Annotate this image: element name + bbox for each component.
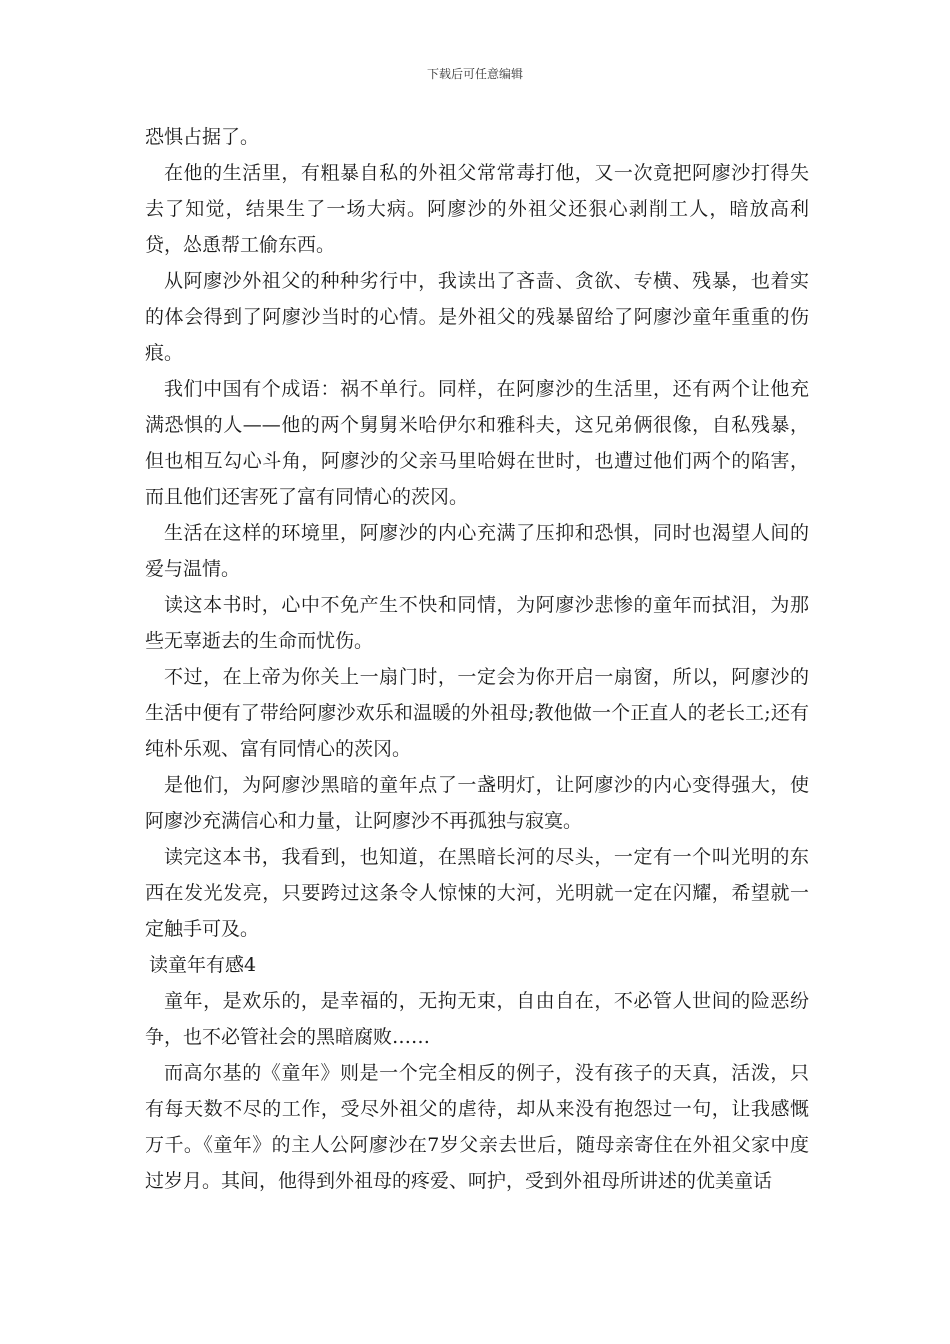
paragraph: 童年，是欢乐的，是幸福的，无拘无束，自由自在，不必管人世间的险恶纷争，也不必管社会的黑暗腐败……: [145, 990, 809, 1048]
paragraph: 恐惧占据了。: [145, 126, 260, 148]
section-heading: 读童年有感4: [149, 954, 257, 976]
paragraph: 读这本书时，心中不免产生不快和同情，为阿廖沙悲惨的童年而拭泪，为那些无辜逝去的生命而忧伤。: [145, 594, 809, 652]
paragraph: 而高尔基的《童年》则是一个完全相反的例子，没有孩子的天真，活泼，只有每天数不尽的工作，受尽外祖父的虐待，却从来没有抱怨过一句，让我感慨万千。《童年》的主人公阿廖沙在7岁父亲去世后，随母亲寄住在外祖父家中度过岁月。其间，他得到外祖母的疼爱、呵护，受到外祖母所讲述的优美童话: [145, 1062, 809, 1192]
paragraph: 读完这本书，我看到，也知道，在黑暗长河的尽头，一定有一个叫光明的东西在发光发亮，只要跨过这条令人惊悚的大河，光明就一定在闪耀，希望就一定触手可及。: [145, 846, 809, 940]
paragraph: 不过，在上帝为你关上一扇门时，一定会为你开启一扇窗，所以，阿廖沙的生活中便有了带给阿廖沙欢乐和温暖的外祖母;教他做一个正直人的老长工;还有纯朴乐观、富有同情心的茨冈。: [145, 666, 809, 760]
paragraph: 是他们，为阿廖沙黑暗的童年点了一盏明灯，让阿廖沙的内心变得强大，使阿廖沙充满信心和力量，让阿廖沙不再孤独与寂寞。: [145, 774, 809, 832]
paragraph: 从阿廖沙外祖父的种种劣行中，我读出了吝啬、贪欲、专横、残暴，也着实的体会得到了阿廖沙当时的心情。是外祖父的残暴留给了阿廖沙童年重重的伤痕。: [145, 270, 809, 364]
paragraph: 我们中国有个成语：祸不单行。同样，在阿廖沙的生活里，还有两个让他充满恐惧的人——他的两个舅舅米哈伊尔和雅科夫，这兄弟俩很像，自私残暴，但也相互勾心斗角，阿廖沙的父亲马里哈姆在世时，也遭过他们两个的陷害，而且他们还害死了富有同情心的茨冈。: [145, 378, 809, 508]
paragraph: 生活在这样的环境里，阿廖沙的内心充满了压抑和恐惧，同时也渴望人间的爱与温情。: [145, 522, 809, 580]
paragraph: 在他的生活里，有粗暴自私的外祖父常常毒打他，又一次竟把阿廖沙打得失去了知觉，结果生了一场大病。阿廖沙的外祖父还狠心剥削工人，暗放高利贷，怂恿帮工偷东西。: [145, 162, 809, 256]
page-header: 下载后可任意编辑: [426, 67, 523, 81]
document-body: [145, 119, 809, 1199]
